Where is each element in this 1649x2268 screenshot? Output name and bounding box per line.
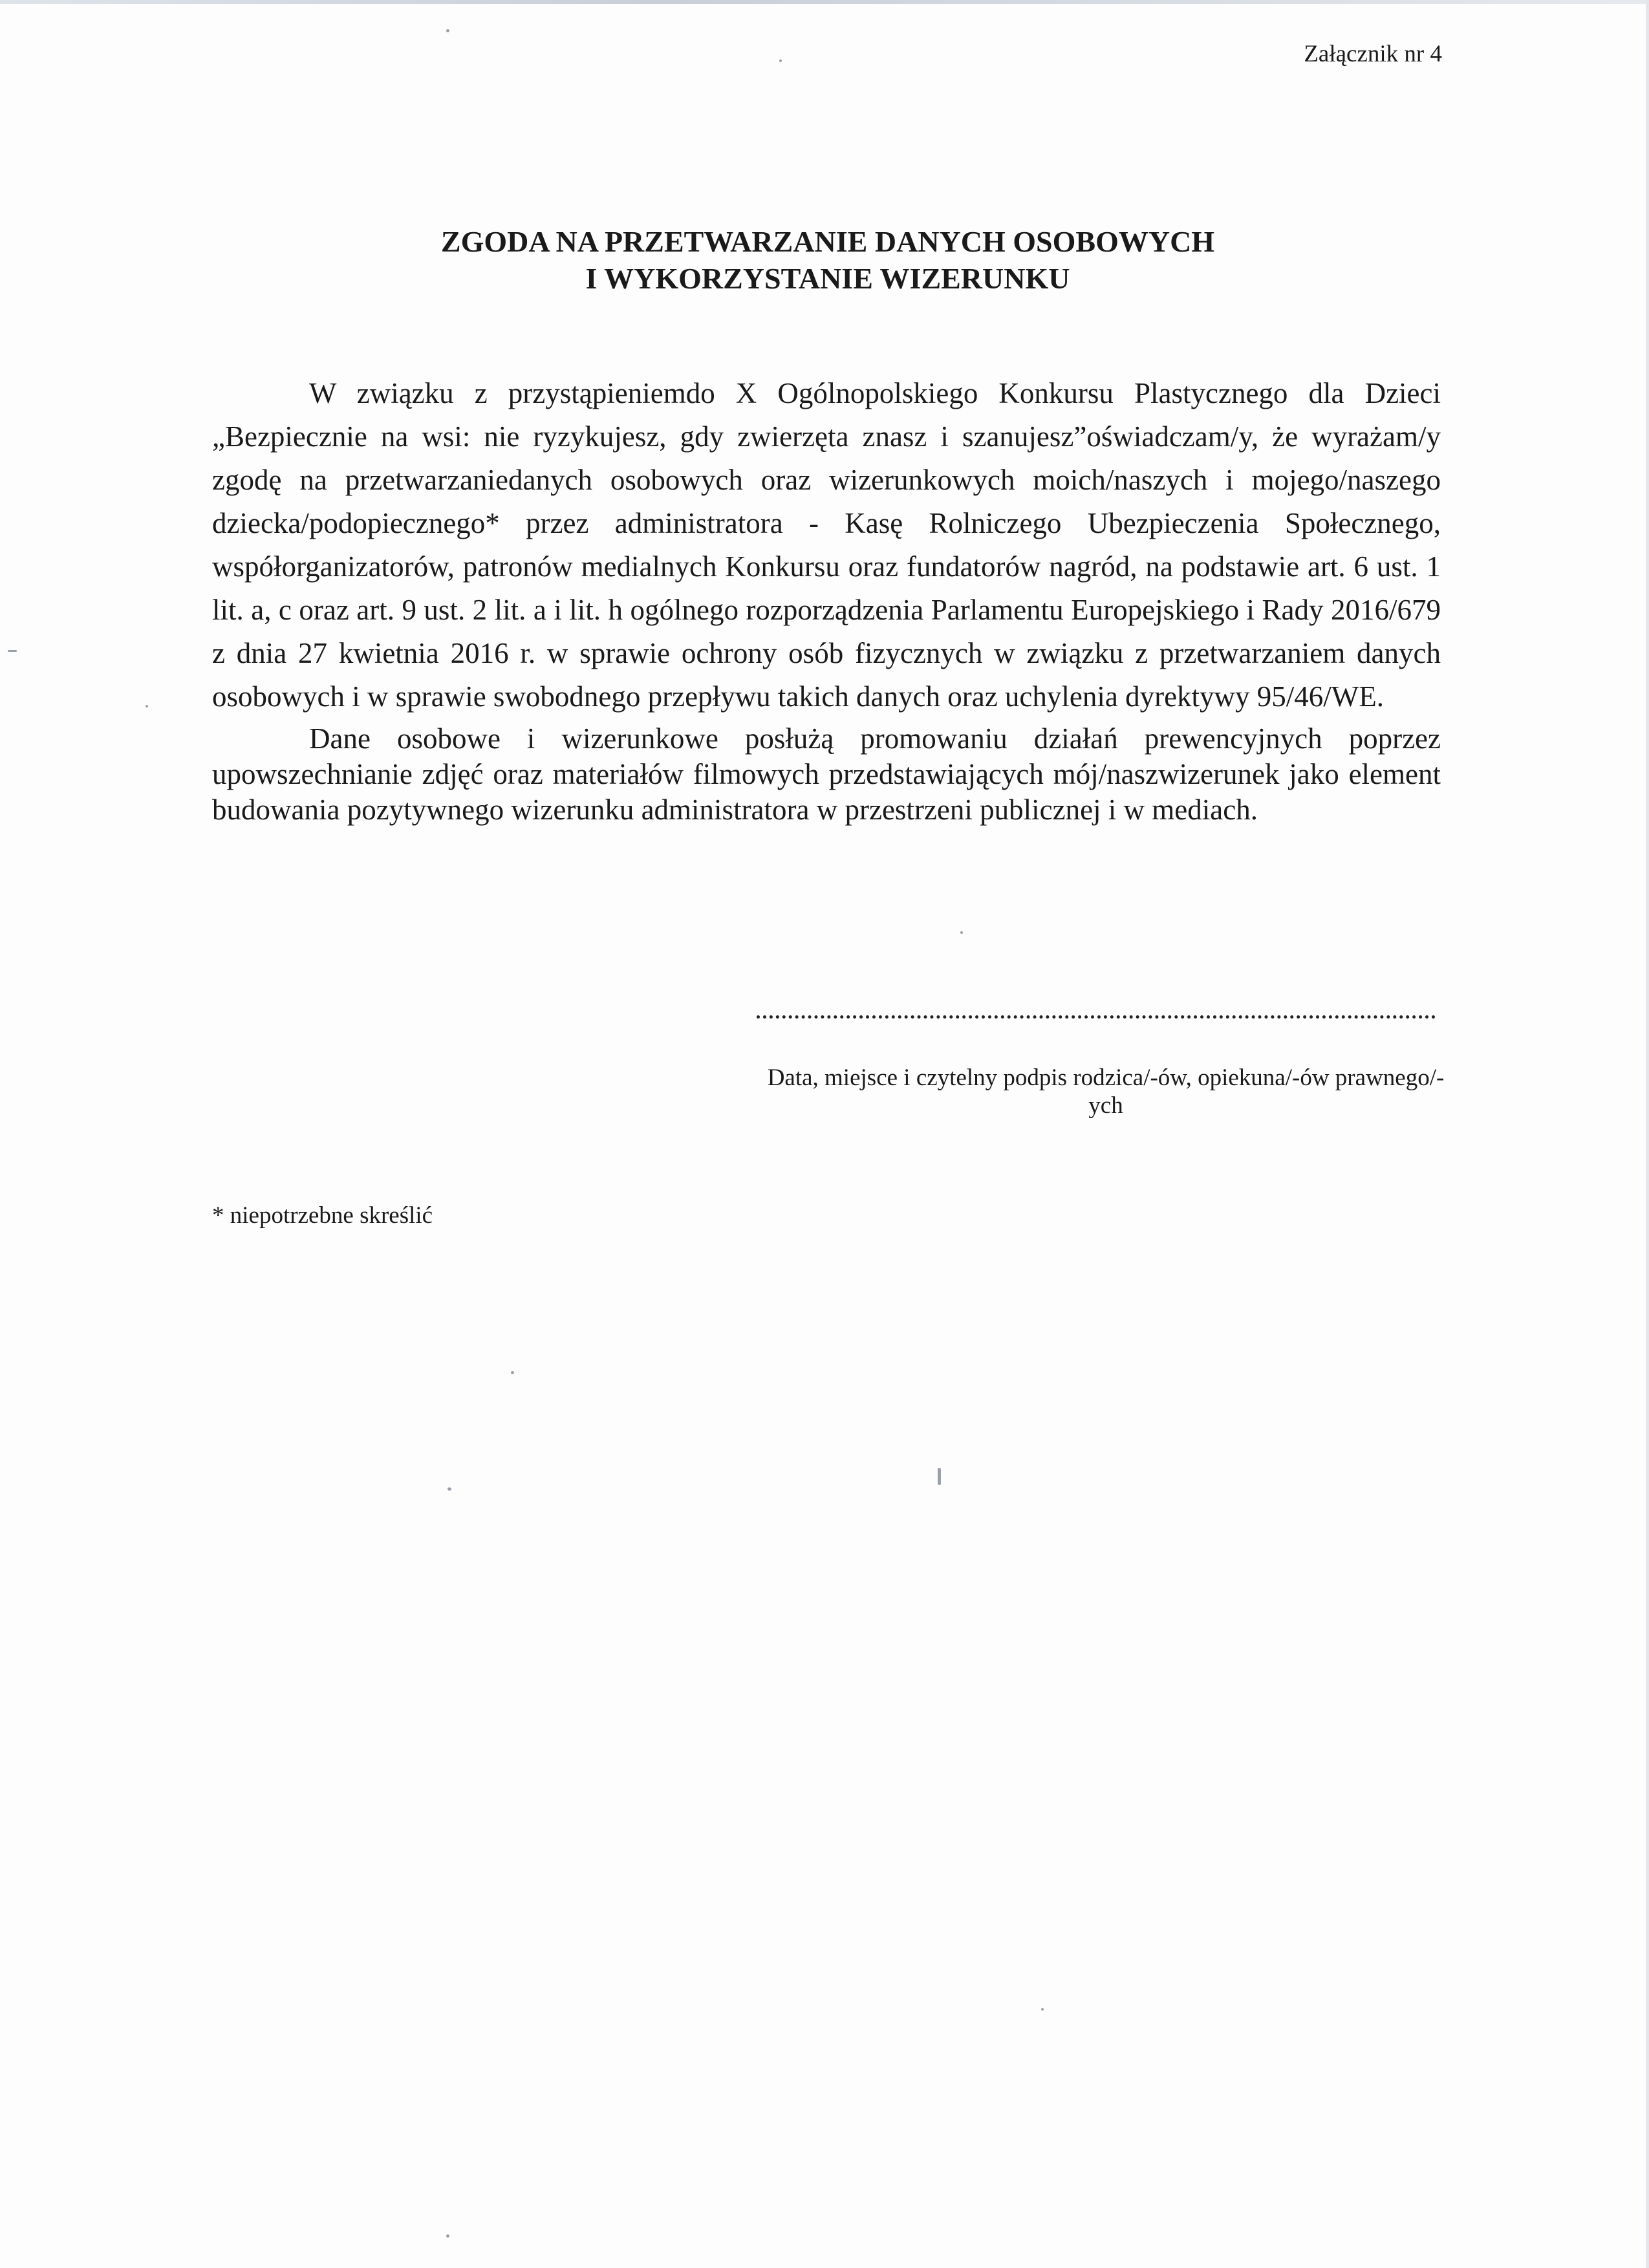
scan-speck	[446, 2234, 449, 2238]
annex-label: Załącznik nr 4	[1304, 41, 1442, 67]
footnote: * niepotrzebne skreślić	[212, 1202, 433, 1229]
title-line-1: ZGODA NA PRZETWARZANIE DANYCH OSOBOWYCH	[440, 225, 1215, 258]
scan-speck	[146, 705, 148, 707]
document-title	[194, 223, 1461, 297]
consent-paragraph-1: W związku z przystąpieniemdo X Ogólnopolskiego Konkursu Plastycznego dla Dzieci „Bezpiecznie na wsi: nie ryzykujesz, gdy zwierzęta znasz i szanujesz”oświadczam/y, że wyrażam/y zgodę na przetwarzaniedanych osobowych oraz wizerunkowych moich/naszych i mojego/naszego dziecka/podopiecznego* przez administratora - Kasę Rolniczego Ubezpieczenia Społecznego, współorganizatorów, patronów medialnych Konkursu oraz fundatorów nagród, na podstawie art. 6 ust. 1 lit. a, c oraz art. 9 ust. 2 lit. a i lit. h ogólnego rozporządzenia Parlamentu Europejskiego i Rady 2016/679 z dnia 27 kwietnia 2016 r. w sprawie ochrony osób fizycznych w związku z przetwarzaniem danych osobowych i w sprawie swobodnego przepływu takich danych oraz uchylenia dyrektywy 95/46/WE.	[212, 377, 1441, 713]
scan-speck	[938, 1468, 941, 1485]
scan-speck	[8, 650, 17, 652]
title-line-2: I WYKORZYSTANIE WIZERUNKU	[585, 262, 1070, 295]
scan-speck	[1041, 2008, 1044, 2011]
scan-speck	[511, 1371, 514, 1374]
scan-speck	[960, 931, 963, 934]
scan-speck	[446, 29, 449, 32]
signature-caption: Data, miejsce i czytelny podpis rodzica/-ów, opiekuna/-ów prawnego/-ych	[767, 1064, 1445, 1119]
consent-paragraph-2: Dane osobowe i wizerunkowe posłużą promowaniu działań prewencyjnych poprzez upowszechnianie zdjęć oraz materiałów filmowych przedstawiających mój/naszwizerunek jako element budowania pozytywnego wizerunku administratora w przestrzeni publicznej i w mediach.	[212, 722, 1441, 826]
signature-line	[757, 1009, 1436, 1019]
scan-edge-top	[0, 0, 1649, 4]
scan-edge-right	[1646, 0, 1649, 2268]
scan-speck	[447, 1487, 451, 1491]
scan-speck	[779, 59, 782, 62]
consent-body	[212, 372, 1441, 828]
